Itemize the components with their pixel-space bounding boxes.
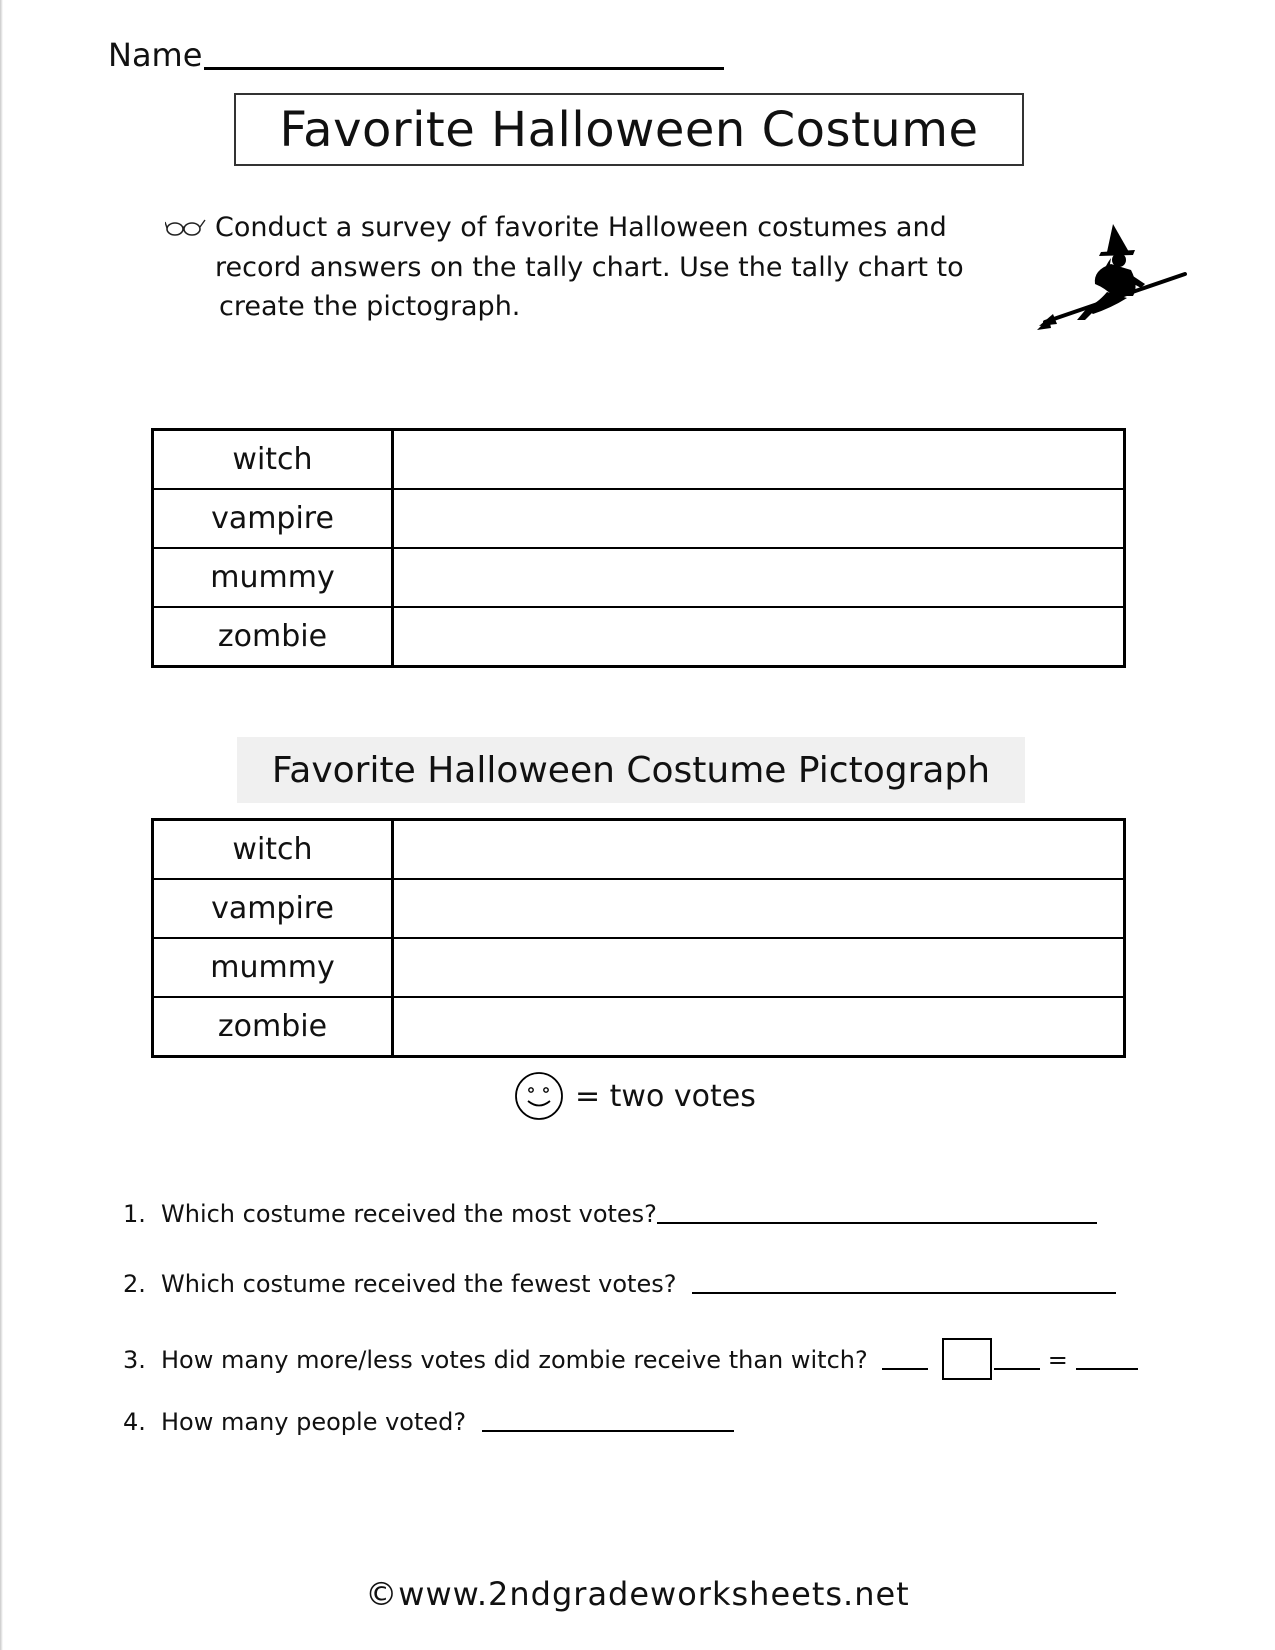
question-3: [123, 1338, 1138, 1374]
tally-label-witch: witch: [153, 430, 393, 490]
picto-label-zombie: zombie: [153, 997, 393, 1057]
glasses-icon: [165, 218, 207, 238]
name-label: Name: [108, 36, 203, 74]
tally-label-mummy: mummy: [153, 548, 393, 607]
tally-label-zombie: zombie: [153, 607, 393, 667]
question-number: 4.: [123, 1408, 146, 1436]
table-row: [153, 820, 1125, 880]
question-number: 2.: [123, 1270, 146, 1298]
tally-cell-witch[interactable]: [393, 430, 1125, 490]
pictograph-title-band: [237, 737, 1025, 803]
answer-blank-2[interactable]: [692, 1292, 1116, 1294]
picto-label-mummy: mummy: [153, 938, 393, 997]
answer-blank-1[interactable]: [657, 1222, 1097, 1224]
equals-sign: =: [1047, 1346, 1068, 1374]
witch-on-broom-icon: [1035, 222, 1195, 342]
picto-label-witch: witch: [153, 820, 393, 880]
pictograph-chart: [151, 818, 1126, 1058]
name-field[interactable]: [204, 67, 724, 70]
tally-cell-mummy[interactable]: [393, 548, 1125, 607]
question-text: Which costume received the fewest votes?: [161, 1270, 677, 1298]
name-row: [108, 36, 724, 74]
answer-blank-3b[interactable]: [994, 1368, 1040, 1370]
table-row: [153, 607, 1125, 667]
instruction-line-2: record answers on the tally chart. Use the tally chart to: [215, 252, 964, 283]
question-2: [123, 1270, 1116, 1298]
instruction-line-1: Conduct a survey of favorite Halloween costumes and: [215, 212, 947, 243]
instruction-line-3: create the pictograph.: [219, 291, 521, 322]
page-edge: [0, 0, 3, 1650]
tally-cell-vampire[interactable]: [393, 489, 1125, 548]
table-row: [153, 430, 1125, 490]
question-text: Which costume received the most votes?: [161, 1200, 657, 1228]
question-4: [123, 1408, 734, 1436]
table-row: [153, 879, 1125, 938]
table-row: [153, 997, 1125, 1057]
page-title: Favorite Halloween Costume: [279, 101, 979, 158]
question-1: [123, 1200, 1097, 1228]
footer-copyright: ©www.2ndgradeworksheets.net: [365, 1575, 910, 1613]
smiley-icon: [513, 1070, 565, 1122]
picto-cell-mummy[interactable]: [393, 938, 1125, 997]
title-box: [234, 93, 1024, 166]
table-row: [153, 548, 1125, 607]
answer-blank-3a[interactable]: [882, 1368, 928, 1370]
question-text: How many people voted?: [161, 1408, 467, 1436]
table-row: [153, 938, 1125, 997]
answer-blank-3c[interactable]: [1076, 1368, 1138, 1370]
tally-chart: [151, 428, 1126, 668]
table-row: [153, 489, 1125, 548]
tally-label-vampire: vampire: [153, 489, 393, 548]
operator-box[interactable]: [942, 1338, 992, 1380]
key-text: = two votes: [575, 1078, 756, 1114]
answer-blank-4[interactable]: [482, 1430, 734, 1432]
question-number: 3.: [123, 1346, 146, 1374]
pictograph-title: Favorite Halloween Costume Pictograph: [271, 749, 991, 791]
pictograph-key: [513, 1070, 756, 1122]
question-text: How many more/less votes did zombie receive than witch?: [161, 1346, 868, 1374]
picto-cell-witch[interactable]: [393, 820, 1125, 880]
picto-label-vampire: vampire: [153, 879, 393, 938]
question-number: 1.: [123, 1200, 146, 1228]
picto-cell-vampire[interactable]: [393, 879, 1125, 938]
tally-cell-zombie[interactable]: [393, 607, 1125, 667]
picto-cell-zombie[interactable]: [393, 997, 1125, 1057]
